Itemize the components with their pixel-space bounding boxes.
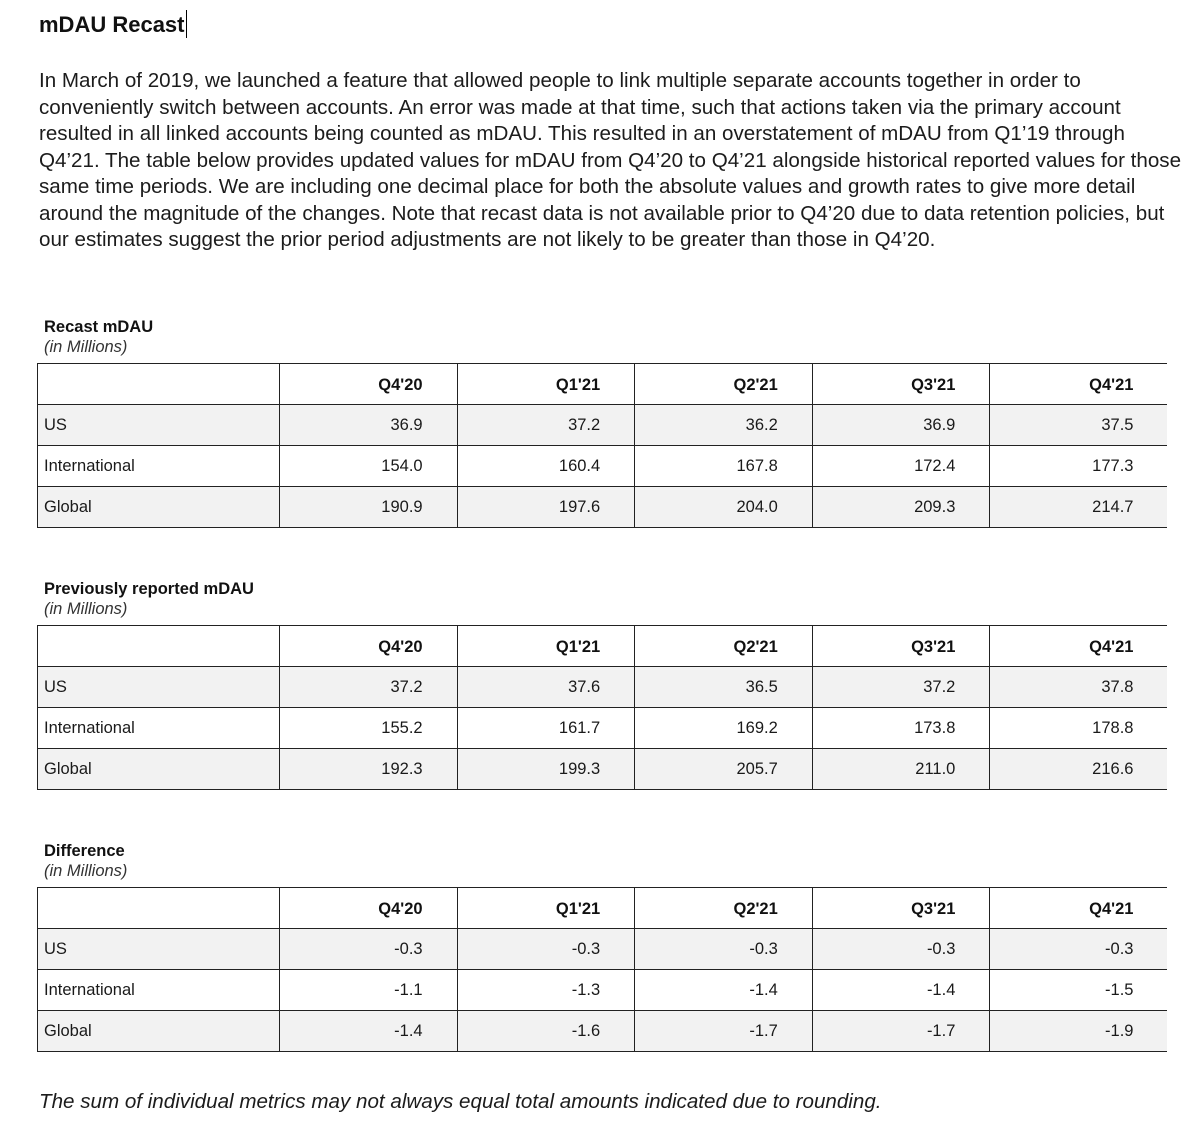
table-row xyxy=(38,667,1168,708)
table-cell: -1.6 xyxy=(457,1011,635,1052)
table-cell: 209.3 xyxy=(812,487,990,528)
column-header: Q4'21 xyxy=(990,364,1168,405)
table-cell: 36.5 xyxy=(635,667,813,708)
table-cell: 169.2 xyxy=(635,708,813,749)
table-header-row xyxy=(38,364,1168,405)
table-cell: 211.0 xyxy=(812,749,990,790)
column-header: Q4'20 xyxy=(280,626,458,667)
table-row xyxy=(38,929,1168,970)
table-cell: -1.4 xyxy=(812,970,990,1011)
column-header: Q4'20 xyxy=(280,888,458,929)
column-header: Q1'21 xyxy=(457,888,635,929)
row-label: International xyxy=(38,970,280,1011)
table-cell: 192.3 xyxy=(280,749,458,790)
row-label: International xyxy=(38,708,280,749)
column-header: Q3'21 xyxy=(812,364,990,405)
column-header: Q2'21 xyxy=(635,626,813,667)
column-header: Q2'21 xyxy=(635,364,813,405)
previously-reported-mdau-table xyxy=(37,625,1167,790)
column-header: Q4'21 xyxy=(990,888,1168,929)
rounding-footnote: The sum of individual metrics may not always equal total amounts indicated due to rounding. xyxy=(39,1090,882,1113)
document-title-text: mDAU Recast xyxy=(39,12,185,37)
table-row xyxy=(38,708,1168,749)
section-unit: (in Millions) xyxy=(44,338,128,356)
section-title: Recast mDAU xyxy=(44,318,154,336)
row-label: US xyxy=(38,667,280,708)
table-cell: 197.6 xyxy=(457,487,635,528)
column-header: Q4'21 xyxy=(990,626,1168,667)
header-corner-cell xyxy=(38,364,280,405)
table-cell: -1.5 xyxy=(990,970,1168,1011)
table-cell: 214.7 xyxy=(990,487,1168,528)
table-row xyxy=(38,1011,1168,1052)
table-cell: 160.4 xyxy=(457,446,635,487)
text-cursor xyxy=(186,10,187,38)
section-title: Difference xyxy=(44,842,125,860)
table-cell: -1.3 xyxy=(457,970,635,1011)
table-cell: -1.7 xyxy=(635,1011,813,1052)
table-cell: 216.6 xyxy=(990,749,1168,790)
row-label: International xyxy=(38,446,280,487)
table-cell: -0.3 xyxy=(280,929,458,970)
table-cell: -1.4 xyxy=(280,1011,458,1052)
column-header: Q1'21 xyxy=(457,364,635,405)
table-cell: -0.3 xyxy=(457,929,635,970)
recast-mdau-table xyxy=(37,363,1167,528)
table-header-row xyxy=(38,626,1168,667)
previously-reported-section-header xyxy=(44,579,254,619)
row-label: US xyxy=(38,929,280,970)
table-cell: 199.3 xyxy=(457,749,635,790)
table-cell: 37.8 xyxy=(990,667,1168,708)
table-row xyxy=(38,446,1168,487)
section-unit: (in Millions) xyxy=(44,600,128,618)
table-cell: -1.9 xyxy=(990,1011,1168,1052)
table-cell: 154.0 xyxy=(280,446,458,487)
row-label: Global xyxy=(38,1011,280,1052)
table-cell: 37.2 xyxy=(280,667,458,708)
table-row xyxy=(38,405,1168,446)
table-row xyxy=(38,487,1168,528)
table-cell: 36.9 xyxy=(812,405,990,446)
table-cell: 37.6 xyxy=(457,667,635,708)
table-cell: 167.8 xyxy=(635,446,813,487)
section-unit: (in Millions) xyxy=(44,862,128,880)
header-corner-cell xyxy=(38,626,280,667)
column-header: Q4'20 xyxy=(280,364,458,405)
table-cell: -1.7 xyxy=(812,1011,990,1052)
column-header: Q1'21 xyxy=(457,626,635,667)
table-cell: -1.1 xyxy=(280,970,458,1011)
row-label: Global xyxy=(38,749,280,790)
table-cell: 190.9 xyxy=(280,487,458,528)
table-cell: 205.7 xyxy=(635,749,813,790)
table-row xyxy=(38,970,1168,1011)
difference-mdau-table xyxy=(37,887,1167,1052)
header-corner-cell xyxy=(38,888,280,929)
table-cell: 36.2 xyxy=(635,405,813,446)
difference-section-header xyxy=(44,841,127,881)
table-cell: -1.4 xyxy=(635,970,813,1011)
table-cell: 204.0 xyxy=(635,487,813,528)
section-title: Previously reported mDAU xyxy=(44,580,254,598)
table-cell: -0.3 xyxy=(990,929,1168,970)
document-title xyxy=(39,10,187,38)
table-cell: -0.3 xyxy=(635,929,813,970)
table-cell: 36.9 xyxy=(280,405,458,446)
table-cell: -0.3 xyxy=(812,929,990,970)
table-cell: 173.8 xyxy=(812,708,990,749)
column-header: Q3'21 xyxy=(812,888,990,929)
recast-section-header xyxy=(44,317,153,357)
table-cell: 172.4 xyxy=(812,446,990,487)
table-cell: 161.7 xyxy=(457,708,635,749)
row-label: US xyxy=(38,405,280,446)
table-cell: 178.8 xyxy=(990,708,1168,749)
table-cell: 37.2 xyxy=(812,667,990,708)
table-cell: 37.5 xyxy=(990,405,1168,446)
table-cell: 37.2 xyxy=(457,405,635,446)
table-row xyxy=(38,749,1168,790)
table-cell: 177.3 xyxy=(990,446,1168,487)
column-header: Q2'21 xyxy=(635,888,813,929)
intro-paragraph: In March of 2019, we launched a feature that allowed people to link multiple separate accounts together in order to conveniently switch between accounts. An error was made at that time, such that actions taken via the primary account resulted in all linked accounts being counted as mDAU. This resulted in an overstatement of mDAU from Q1’19 through Q4’21. The table below provides updated values for mDAU from Q4’20 to Q4’21 alongside historical reported values for those same time periods. We are including one decimal place for both the absolute values and growth rates to give more detail around the magnitude of the changes. Note that recast data is not available prior to Q4’20 due to data retention policies, but our estimates suggest the prior period adjustments are not likely to be greater than those in Q4’20. xyxy=(39,69,1182,251)
table-cell: 155.2 xyxy=(280,708,458,749)
table-header-row xyxy=(38,888,1168,929)
column-header: Q3'21 xyxy=(812,626,990,667)
row-label: Global xyxy=(38,487,280,528)
